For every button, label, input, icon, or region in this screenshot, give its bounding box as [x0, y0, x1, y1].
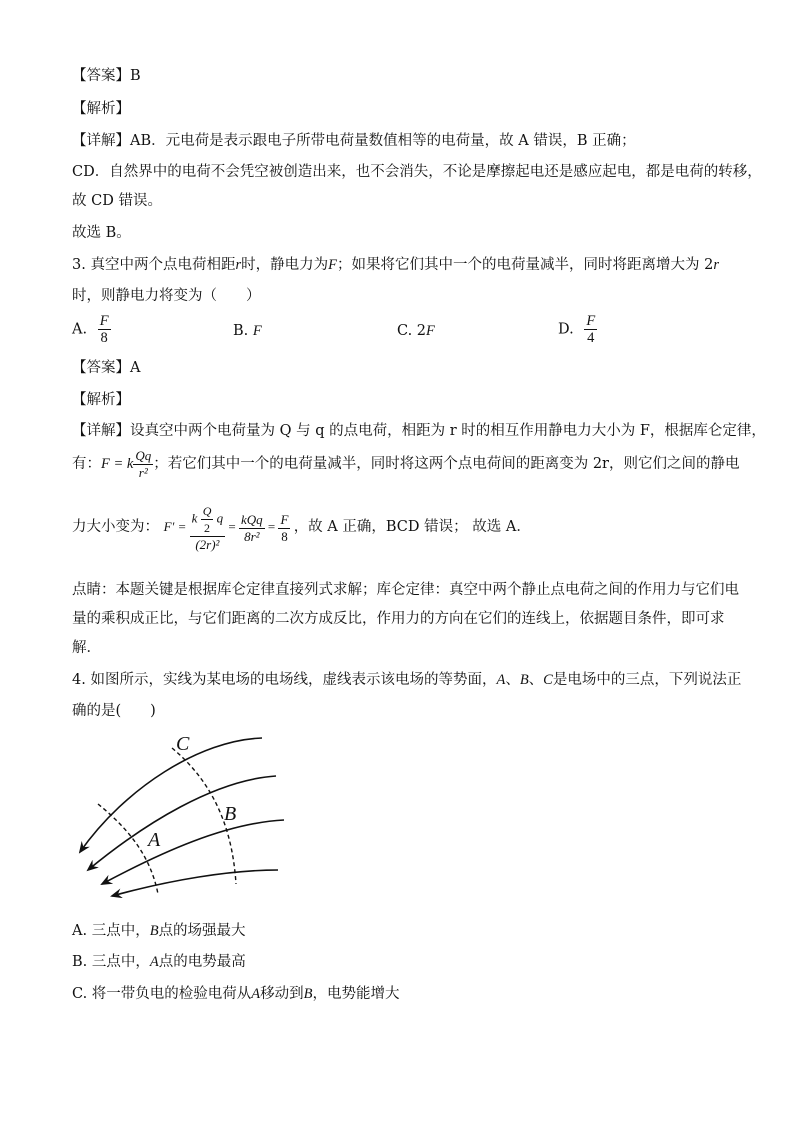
q3-stem-line1: 3. 真空中两个点电荷相距r时，静电力为F；如果将它们其中一个的电荷量减半，同时将距离增大为 2r: [72, 257, 719, 273]
q2-detail-2: CD．自然界中的电荷不会凭空被创造出来，也不会消失，不论是摩擦起电还是感应起电，都是电荷的转移，: [72, 164, 762, 180]
label-c: C: [176, 733, 190, 755]
q4-option-b: B. 三点中，A点的电势最高: [72, 954, 246, 970]
q3-option-d: D. $\frac{F}{4}$: [558, 313, 596, 346]
label-b: B: [224, 803, 237, 825]
q2-detail-1: 【详解】AB．元电荷是表示跟电子所带电荷量数值相等的电荷量，故 A 错误，B 正确；: [72, 133, 636, 149]
q4-stem-line2: 确的是( ): [72, 703, 156, 719]
q3-detail-1: 【详解】设真空中两个电荷量为 Q 与 q 的点电荷，相距为 r 时的相互作用静电力大小为 F，根据库仑定律，: [72, 423, 766, 439]
q3-option-c: C. 2F: [397, 323, 435, 339]
q2-conclusion: 故选 B。: [72, 225, 131, 241]
electric-field-figure: [70, 728, 300, 898]
q3-detail-3: 力大小变为： F′ = k $\frac{Q}{2}$ q (2r)² = $\frac{\text{kQq}}{\text{8r²}}$ = $\frac{F}{8}$ ，故 A 正确，BCD 错误； 故选 A．: [72, 504, 531, 553]
q3-remark-1: 点睛：本题关键是根据库仑定律直接列式求解；库仑定律：真空中两个静止点电荷之间的作用力与它们电: [72, 582, 739, 598]
q3-option-a: A. $\frac{F}{8}$: [72, 313, 109, 346]
q3-remark-3: 解．: [72, 640, 101, 656]
q3-detail-2: 有：F = k $\frac{Qq}{\text{r²}}$ ；若它们其中一个的电荷量减半，同时将这两个点电荷间的距离变为 2r，则它们之间的静电: [72, 448, 740, 481]
q3-analysis-label: 【解析】: [72, 392, 130, 408]
coulomb-formula: F = k $\frac{Qq}{\text{r²}}$: [101, 448, 152, 481]
field-line-3: [102, 820, 284, 884]
q4-option-a: A. 三点中，B点的场强最大: [72, 923, 246, 939]
q2-answer: 【答案】B: [72, 68, 141, 84]
field-line-2: [88, 776, 276, 870]
q3-remark-2: 量的乘积成正比，与它们距离的二次方成反比，作用力的方向在它们的连线上，依据题目条件，即可求: [72, 611, 725, 627]
q4-option-c: C. 将一带负电的检验电荷从A移动到B，电势能增大: [72, 986, 400, 1002]
field-line-4: [112, 870, 278, 896]
q3-answer: 【答案】A: [72, 360, 141, 376]
label-a: A: [148, 829, 161, 851]
q2-analysis-label: 【解析】: [72, 101, 130, 117]
field-line-1: [80, 738, 262, 852]
q3-option-b: B. F: [233, 323, 262, 339]
result-formula: F′ = k $\frac{Q}{2}$ q (2r)² = $\frac{\text{kQq}}{\text{8r²}}$ = $\frac{F}{8}$: [163, 504, 289, 553]
q4-stem-line1: 4. 如图所示，实线为某电场的电场线，虚线表示该电场的等势面，A、B、C是电场中的三点，下列说法正: [72, 672, 742, 688]
q3-stem-line2: 时，则静电力将变为（ ）: [72, 288, 261, 304]
q2-detail-3: 故 CD 错误。: [72, 193, 162, 209]
